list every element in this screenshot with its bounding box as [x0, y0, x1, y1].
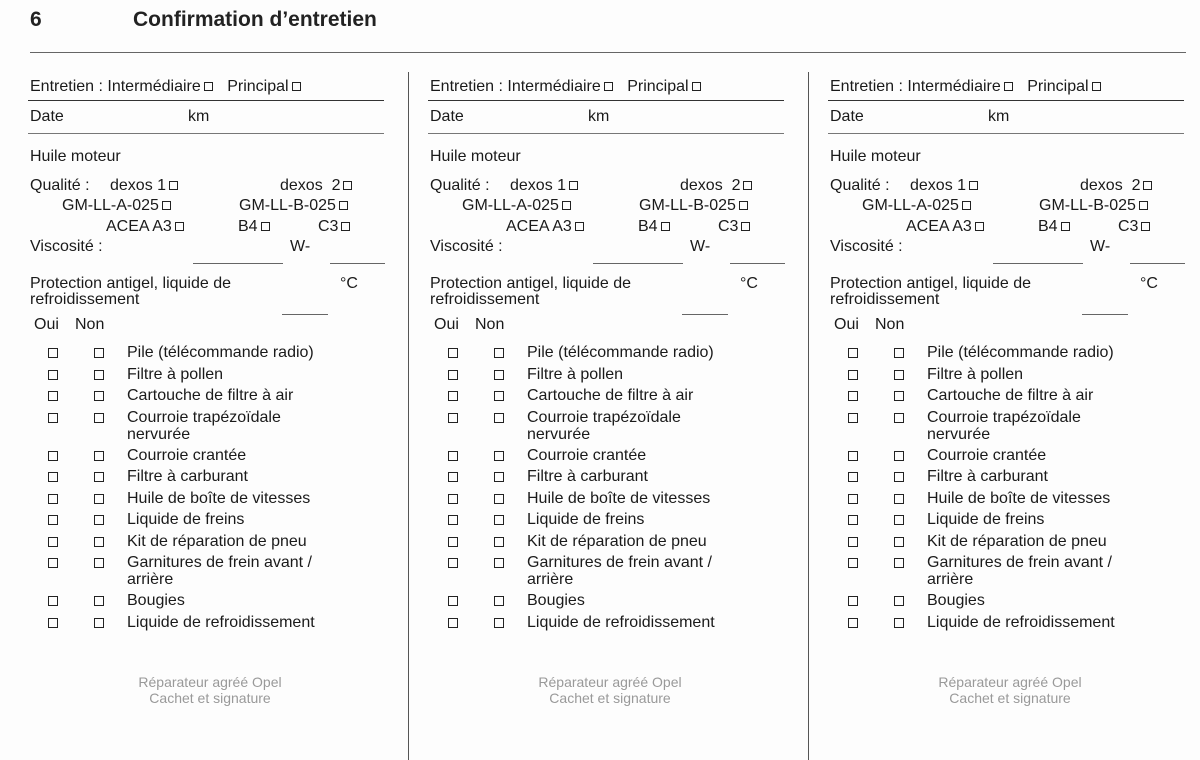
w-label: W-	[690, 238, 711, 255]
viscosite-field-1[interactable]	[593, 263, 683, 264]
oui-checkbox[interactable]	[448, 472, 458, 482]
column-divider	[408, 72, 409, 760]
oui-checkbox[interactable]	[848, 618, 858, 628]
footer-stamp: Cachet et signature	[549, 690, 671, 706]
dexos1-option	[510, 177, 578, 195]
oui-checkbox[interactable]	[48, 413, 58, 423]
gmlla-checkbox[interactable]	[562, 201, 571, 210]
gmllb-checkbox[interactable]	[339, 201, 348, 210]
oui-checkbox[interactable]	[48, 596, 58, 606]
huile-moteur-label: Huile moteur	[830, 148, 921, 165]
checklist-item-label: Cartouche de filtre à air	[927, 387, 1094, 404]
km-label: km	[188, 108, 210, 125]
oui-checkbox[interactable]	[48, 558, 58, 568]
oui-checkbox[interactable]	[848, 596, 858, 606]
non-checkbox[interactable]	[894, 472, 904, 482]
entretien-row	[30, 78, 301, 96]
non-checkbox[interactable]	[94, 370, 104, 380]
gmllb-label: GM-LL-B-025	[239, 197, 336, 214]
non-checkbox[interactable]	[894, 391, 904, 401]
checklist-item-label: Filtre à carburant	[527, 468, 648, 485]
oui-checkbox[interactable]	[848, 494, 858, 504]
maintenance-record-2	[430, 0, 790, 760]
viscosite-label: Viscosité :	[430, 238, 503, 255]
c3-label: C3	[318, 218, 339, 235]
b4-label: B4	[1038, 218, 1058, 235]
b4-checkbox[interactable]	[1061, 222, 1070, 231]
c3-checkbox[interactable]	[1141, 222, 1150, 231]
antifreeze-temp-field[interactable]	[682, 314, 728, 315]
non-checkbox[interactable]	[94, 618, 104, 628]
degree-label: °C	[340, 275, 358, 292]
b4-checkbox[interactable]	[261, 222, 270, 231]
non-header: Non	[75, 316, 105, 333]
c3-option	[1118, 218, 1150, 236]
viscosite-label: Viscosité :	[830, 238, 903, 255]
non-checkbox[interactable]	[494, 391, 504, 401]
oui-checkbox[interactable]	[48, 618, 58, 628]
checklist-item-label: Huile de boîte de vitesses	[927, 489, 1111, 507]
oui-checkbox[interactable]	[848, 537, 858, 547]
entretien-label: Entretien :	[30, 78, 103, 95]
c3-option	[718, 218, 750, 236]
non-checkbox[interactable]	[494, 537, 504, 547]
non-checkbox[interactable]	[494, 472, 504, 482]
acea-label: ACEA A3	[906, 218, 972, 235]
oui-header: Oui	[434, 316, 459, 333]
gmlla-option	[462, 197, 571, 215]
footer-dealer: Réparateur agréé Opel	[138, 674, 282, 690]
non-checkbox[interactable]	[894, 596, 904, 606]
gmllb-option	[639, 197, 748, 215]
checklist-item-label: Filtre à pollen	[127, 365, 224, 383]
acea-label: ACEA A3	[506, 218, 572, 235]
checklist-item-label: Liquide de freins	[527, 511, 645, 528]
checklist-item-label: Garnitures de frein avant / arrière	[127, 554, 312, 588]
protection-label-line-1: Protection antigel, liquide de	[830, 275, 1032, 292]
non-checkbox[interactable]	[94, 413, 104, 423]
antifreeze-temp-field[interactable]	[282, 314, 328, 315]
gmlla-checkbox[interactable]	[162, 201, 171, 210]
gmllb-label: GM-LL-B-025	[639, 197, 736, 214]
checklist-item-label: Liquide de refroidissement	[927, 613, 1115, 631]
w-label: W-	[1090, 238, 1111, 255]
date-label: Date	[830, 108, 864, 125]
b4-option	[638, 218, 670, 236]
gmllb-checkbox[interactable]	[1139, 201, 1148, 210]
dexos2-checkbox[interactable]	[1143, 181, 1152, 190]
non-checkbox[interactable]	[94, 515, 104, 525]
maintenance-record-1	[30, 0, 390, 760]
oui-checkbox[interactable]	[848, 472, 858, 482]
oui-checkbox[interactable]	[448, 494, 458, 504]
checklist-item-label: Kit de réparation de pneu	[927, 532, 1107, 550]
checklist-item-label: Garnitures de frein avant / arrière	[527, 554, 712, 588]
b4-option	[238, 218, 270, 236]
oui-checkbox[interactable]	[448, 596, 458, 606]
intermediaire-label: Intermédiaire	[107, 78, 201, 95]
non-checkbox[interactable]	[94, 348, 104, 358]
km-label: km	[588, 108, 610, 125]
checklist-item-label: Liquide de freins	[127, 511, 245, 528]
gmlla-label: GM-LL-A-025	[862, 197, 959, 214]
non-checkbox[interactable]	[894, 618, 904, 628]
checklist-item-label: Courroie trapézoïdale nervurée	[927, 408, 1081, 443]
oui-header: Oui	[34, 316, 59, 333]
huile-moteur-label: Huile moteur	[430, 148, 521, 165]
non-checkbox[interactable]	[894, 558, 904, 568]
c3-label: C3	[718, 218, 739, 235]
oui-checkbox[interactable]	[48, 451, 58, 461]
intermediaire-label: Intermédiaire	[907, 78, 1001, 95]
checklist-item-label: Kit de réparation de pneu	[527, 532, 707, 550]
intermediaire-checkbox[interactable]	[1004, 82, 1013, 91]
intermediaire-checkbox[interactable]	[204, 82, 213, 91]
checklist-item-label: Huile de boîte de vitesses	[527, 489, 711, 507]
qualite-label: Qualité :	[430, 177, 490, 194]
c3-checkbox[interactable]	[741, 222, 750, 231]
entretien-label: Entretien :	[830, 78, 903, 95]
dexos2-option	[280, 177, 352, 195]
non-checkbox[interactable]	[494, 348, 504, 358]
oui-checkbox[interactable]	[848, 558, 858, 568]
column-divider	[808, 72, 809, 760]
antifreeze-temp-field[interactable]	[1082, 314, 1128, 315]
non-checkbox[interactable]	[494, 515, 504, 525]
c3-label: C3	[1118, 218, 1139, 235]
principal-label: Principal	[1027, 78, 1089, 95]
oui-checkbox[interactable]	[848, 391, 858, 401]
acea-checkbox[interactable]	[975, 222, 984, 231]
date-label: Date	[430, 108, 464, 125]
non-checkbox[interactable]	[494, 618, 504, 628]
gmlla-label: GM-LL-A-025	[62, 197, 159, 214]
oui-checkbox[interactable]	[448, 413, 458, 423]
oui-checkbox[interactable]	[48, 391, 58, 401]
oui-header: Oui	[834, 316, 859, 333]
oui-checkbox[interactable]	[48, 472, 58, 482]
oui-checkbox[interactable]	[448, 618, 458, 628]
qualite-label: Qualité :	[30, 177, 90, 194]
acea-option	[106, 218, 184, 236]
km-label: km	[988, 108, 1010, 125]
qualite-label: Qualité :	[830, 177, 890, 194]
gmlla-option	[862, 197, 971, 215]
divider	[28, 133, 384, 134]
checklist-item-label: Pile (télécommande radio)	[527, 344, 714, 361]
checklist-item-label: Courroie crantée	[127, 446, 247, 464]
b4-checkbox[interactable]	[661, 222, 670, 231]
oui-checkbox[interactable]	[448, 370, 458, 380]
dexos2-option	[1080, 177, 1152, 195]
checklist-item-label: Cartouche de filtre à air	[127, 387, 294, 404]
intermediaire-checkbox[interactable]	[604, 82, 613, 91]
principal-label: Principal	[227, 78, 289, 95]
non-checkbox[interactable]	[94, 558, 104, 568]
protection-label-line-2: refroidissement	[430, 291, 540, 308]
dexos1-checkbox[interactable]	[169, 181, 178, 190]
huile-moteur-label: Huile moteur	[30, 148, 121, 165]
divider	[428, 133, 784, 134]
gmlla-option	[62, 197, 171, 215]
c3-checkbox[interactable]	[341, 222, 350, 231]
non-checkbox[interactable]	[894, 494, 904, 504]
degree-label: °C	[1140, 275, 1158, 292]
dexos2-checkbox[interactable]	[343, 181, 352, 190]
intermediaire-label: Intermédiaire	[507, 78, 601, 95]
checklist-item-label: Garnitures de frein avant / arrière	[927, 554, 1112, 588]
gmllb-option	[1039, 197, 1148, 215]
gmlla-label: GM-LL-A-025	[462, 197, 559, 214]
oui-checkbox[interactable]	[448, 391, 458, 401]
dexos1-label: dexos 1	[910, 177, 967, 194]
page-number: 6	[30, 8, 42, 31]
non-header: Non	[875, 316, 905, 333]
dexos1-label: dexos 1	[510, 177, 567, 194]
w-label: W-	[290, 238, 311, 255]
dexos2-option	[680, 177, 752, 195]
divider	[28, 100, 384, 101]
b4-option	[1038, 218, 1070, 236]
non-checkbox[interactable]	[494, 451, 504, 461]
oui-checkbox[interactable]	[448, 558, 458, 568]
acea-option	[906, 218, 984, 236]
checklist-item-label: Filtre à carburant	[927, 468, 1048, 485]
principal-checkbox[interactable]	[292, 82, 301, 91]
oui-checkbox[interactable]	[848, 370, 858, 380]
checklist-item-label: Filtre à pollen	[527, 365, 624, 383]
non-checkbox[interactable]	[494, 413, 504, 423]
checklist-item-label: Courroie trapézoïdale nervurée	[527, 408, 681, 443]
date-label: Date	[30, 108, 64, 125]
b4-label: B4	[638, 218, 658, 235]
oui-checkbox[interactable]	[448, 348, 458, 358]
dexos2-checkbox[interactable]	[743, 181, 752, 190]
viscosite-field-2[interactable]	[730, 263, 785, 264]
degree-label: °C	[740, 275, 758, 292]
dexos1-label: dexos 1	[110, 177, 167, 194]
non-checkbox[interactable]	[894, 370, 904, 380]
acea-option	[506, 218, 584, 236]
non-checkbox[interactable]	[494, 370, 504, 380]
divider	[828, 100, 1184, 101]
gmllb-label: GM-LL-B-025	[1039, 197, 1136, 214]
dexos1-option	[110, 177, 178, 195]
non-checkbox[interactable]	[94, 391, 104, 401]
dexos2-label: dexos 2	[680, 177, 741, 194]
page-title: Confirmation d’entretien	[133, 8, 377, 31]
dexos1-checkbox[interactable]	[969, 181, 978, 190]
non-checkbox[interactable]	[494, 596, 504, 606]
oui-checkbox[interactable]	[48, 537, 58, 547]
protection-label-line-1: Protection antigel, liquide de	[430, 275, 632, 292]
viscosite-label: Viscosité :	[30, 238, 103, 255]
oui-checkbox[interactable]	[48, 370, 58, 380]
non-checkbox[interactable]	[94, 494, 104, 504]
checklist-item-label: Courroie trapézoïdale nervurée	[127, 408, 281, 443]
entretien-row	[430, 78, 701, 96]
protection-label-line-2: refroidissement	[830, 291, 940, 308]
checklist-item-label: Cartouche de filtre à air	[527, 387, 694, 404]
b4-label: B4	[238, 218, 258, 235]
acea-checkbox[interactable]	[175, 222, 184, 231]
oui-checkbox[interactable]	[48, 348, 58, 358]
checklist-item-label: Kit de réparation de pneu	[127, 532, 307, 550]
checklist-item-label: Pile (télécommande radio)	[927, 344, 1114, 361]
non-checkbox[interactable]	[94, 472, 104, 482]
non-checkbox[interactable]	[494, 494, 504, 504]
non-checkbox[interactable]	[894, 348, 904, 358]
viscosite-field-1[interactable]	[193, 263, 283, 264]
non-checkbox[interactable]	[894, 537, 904, 547]
checklist-item-label: Bougies	[127, 592, 185, 609]
entretien-label: Entretien :	[430, 78, 503, 95]
footer-stamp: Cachet et signature	[949, 690, 1071, 706]
dexos1-checkbox[interactable]	[569, 181, 578, 190]
non-checkbox[interactable]	[94, 451, 104, 461]
oui-checkbox[interactable]	[848, 348, 858, 358]
checklist-item-label: Courroie crantée	[927, 446, 1047, 464]
checklist-item-label: Filtre à carburant	[127, 468, 248, 485]
checklist-item-label: Courroie crantée	[527, 446, 647, 464]
entretien-row	[830, 78, 1101, 96]
checklist-item-label: Liquide de freins	[927, 511, 1045, 528]
footer-dealer: Réparateur agréé Opel	[538, 674, 682, 690]
gmllb-checkbox[interactable]	[739, 201, 748, 210]
divider	[428, 100, 784, 101]
oui-checkbox[interactable]	[448, 537, 458, 547]
protection-label-line-1: Protection antigel, liquide de	[30, 275, 232, 292]
oui-checkbox[interactable]	[448, 451, 458, 461]
protection-label-line-2: refroidissement	[30, 291, 140, 308]
acea-label: ACEA A3	[106, 218, 172, 235]
viscosite-field-2[interactable]	[330, 263, 385, 264]
viscosite-field-2[interactable]	[1130, 263, 1185, 264]
dexos2-label: dexos 2	[1080, 177, 1141, 194]
oui-checkbox[interactable]	[848, 451, 858, 461]
gmlla-checkbox[interactable]	[962, 201, 971, 210]
oui-checkbox[interactable]	[848, 515, 858, 525]
non-checkbox[interactable]	[894, 451, 904, 461]
non-checkbox[interactable]	[894, 515, 904, 525]
oui-checkbox[interactable]	[48, 494, 58, 504]
principal-checkbox[interactable]	[692, 82, 701, 91]
divider	[828, 133, 1184, 134]
oui-checkbox[interactable]	[448, 515, 458, 525]
oui-checkbox[interactable]	[848, 413, 858, 423]
non-header: Non	[475, 316, 505, 333]
footer-stamp: Cachet et signature	[149, 690, 271, 706]
dexos2-label: dexos 2	[280, 177, 341, 194]
non-checkbox[interactable]	[894, 413, 904, 423]
checklist-item-label: Filtre à pollen	[927, 365, 1024, 383]
checklist-item-label: Bougies	[527, 592, 585, 609]
principal-label: Principal	[627, 78, 689, 95]
viscosite-field-1[interactable]	[993, 263, 1083, 264]
checklist-item-label: Bougies	[927, 592, 985, 609]
c3-option	[318, 218, 350, 236]
checklist-item-label: Huile de boîte de vitesses	[127, 489, 311, 507]
oui-checkbox[interactable]	[48, 515, 58, 525]
non-checkbox[interactable]	[494, 558, 504, 568]
checklist-item-label: Liquide de refroidissement	[527, 613, 715, 631]
non-checkbox[interactable]	[94, 596, 104, 606]
dexos1-option	[910, 177, 978, 195]
principal-checkbox[interactable]	[1092, 82, 1101, 91]
non-checkbox[interactable]	[94, 537, 104, 547]
maintenance-record-3	[830, 0, 1190, 760]
gmllb-option	[239, 197, 348, 215]
checklist-item-label: Pile (télécommande radio)	[127, 344, 314, 361]
checklist-item-label: Liquide de refroidissement	[127, 613, 315, 631]
acea-checkbox[interactable]	[575, 222, 584, 231]
footer-dealer: Réparateur agréé Opel	[938, 674, 1082, 690]
